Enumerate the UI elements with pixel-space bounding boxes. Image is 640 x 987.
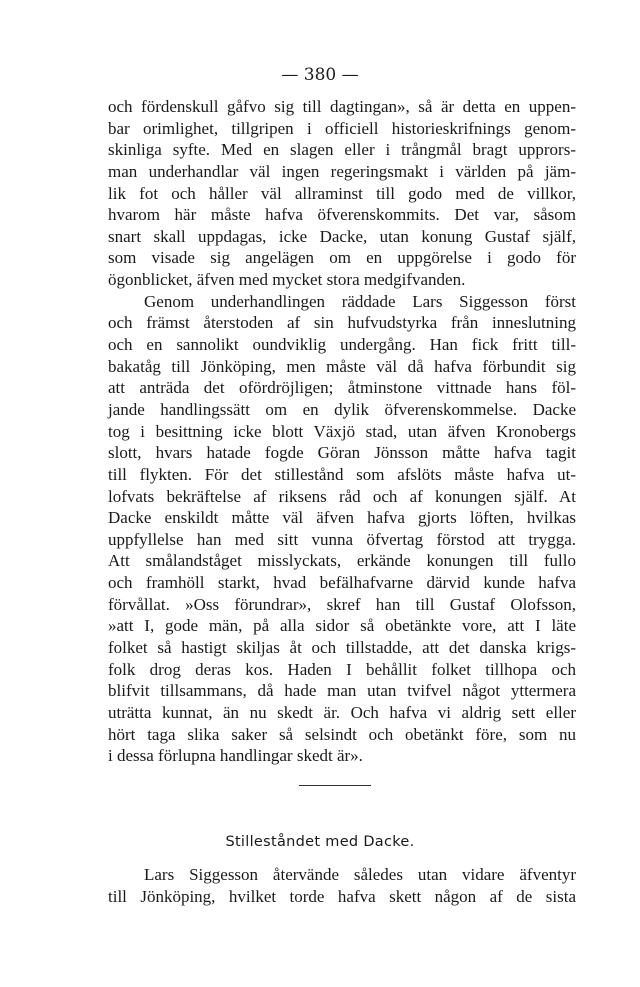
text-line: uppfyllelse han med sitt vunna öfvertag förstod att trygga. bbox=[108, 529, 576, 549]
text-line: till flykten. För det stillestånd som afslöts måste hafva ut- bbox=[108, 464, 576, 484]
text-line: som visade sig angelägen om en uppgörelse i godo för bbox=[108, 248, 576, 268]
page-number: — 380 — bbox=[281, 65, 359, 85]
text-line: bar orimlighet, tillgripen i officiell historieskrifnings genom- bbox=[108, 118, 576, 138]
text-line: man underhandlar väl ingen regeringsmakt i världen på jäm- bbox=[108, 161, 576, 181]
text-line: tog i besittning icke blott Växjö stad, utan äfven Kronobergs bbox=[108, 421, 576, 441]
text-line: att anträda det ofördröjligen; åtminstone vittnade hans föl- bbox=[108, 378, 576, 398]
text-line: förvållat. »Oss förundrar», skref han till Gustaf Olofsson, bbox=[108, 594, 576, 614]
text-line: Dacke enskildt måtte väl äfven hafva gjorts löften, hvilkas bbox=[108, 508, 576, 528]
text-line: till Jönköping, hvilket torde hafva skett någon af de sista bbox=[108, 886, 576, 906]
text-line: och en sannolikt oundviklig undergång. Han fick fritt till- bbox=[108, 335, 576, 355]
body-text-lower bbox=[108, 864, 576, 907]
text-line: och framhöll starkt, hvad befälhafvarne därvid kunde hafva bbox=[108, 573, 576, 593]
text-line: blifvit tillsammans, då hade man utan tvifvel något yttermera bbox=[108, 681, 576, 701]
text-line: hört taga slika saker så selsindt och obetänkt före, som nu bbox=[108, 724, 576, 744]
body-text-upper bbox=[108, 96, 576, 767]
text-line: i dessa förlupna handlingar skedt är». bbox=[108, 746, 363, 766]
text-line: jande handlingssätt om en dylik öfverenskommelse. Dacke bbox=[108, 399, 576, 419]
text-line: ögonblicket, äfven med mycket stora medgifvanden. bbox=[108, 270, 466, 290]
text-line: Genom underhandlingen räddade Lars Siggesson först bbox=[144, 291, 576, 311]
text-line: uträtta kunnat, än nu skedt är. Och hafva vi aldrig sett eller bbox=[108, 702, 576, 722]
section-heading: Stilleståndet med Dacke. bbox=[225, 834, 415, 850]
text-line: »att I, gode män, på alla sidor så obetänkte vore, att I läte bbox=[108, 616, 576, 636]
text-line: skinliga syfte. Med en slagen eller i trångmål bragt upprors- bbox=[108, 140, 576, 160]
text-line: snart skall uppdagas, icke Dacke, utan konung Gustaf själf, bbox=[108, 226, 576, 246]
text-line: folk drog deras kos. Haden I behållit folket tillhopa och bbox=[108, 659, 576, 679]
text-line: folket så hastigt skiljas åt och tillstadde, att det danska krigs- bbox=[108, 638, 576, 658]
text-line: Att smålandståget misslyckats, erkände konungen till fullo bbox=[108, 551, 576, 571]
text-line: Lars Siggesson återvände således utan vidare äfventyr bbox=[144, 865, 576, 884]
text-line: slott, hvars hatade fogde Göran Jönsson måtte hafva tagit bbox=[108, 443, 576, 463]
text-line: och fördenskull gåfvo sig till dagtingan», så är detta en uppen- bbox=[108, 97, 576, 116]
text-line: lofvats bekräftelse af riksens råd och af konungen själf. At bbox=[108, 486, 576, 506]
text-line: hvarom här måste hafva öfverenskommits. Det var, såsom bbox=[108, 205, 576, 225]
section-divider bbox=[299, 785, 371, 786]
text-line: och främst återstoden af sin hufvudstyrka från inneslutning bbox=[108, 313, 576, 333]
text-line: lik fot och håller väl allraminst till godo med de villkor, bbox=[108, 183, 576, 203]
text-line: bakatåg till Jönköping, men måste väl då hafva förbundit sig bbox=[108, 356, 576, 376]
